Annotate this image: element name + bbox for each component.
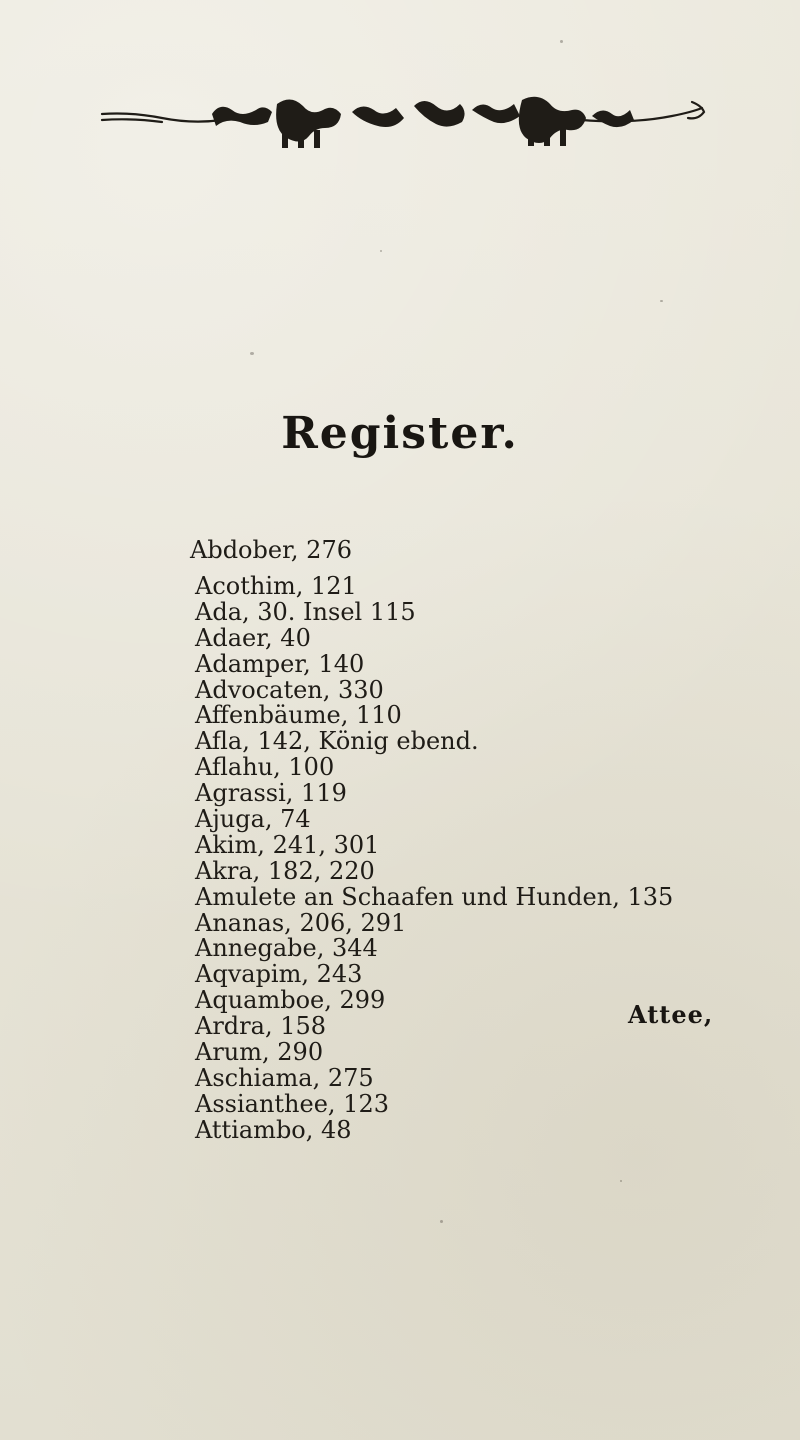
register-entry-text: Ajuga, 74 — [195, 805, 311, 834]
register-entry — [195, 936, 715, 962]
register-entry — [195, 962, 715, 988]
register-entry — [195, 1063, 715, 1092]
catchword: Attee, — [628, 1000, 714, 1029]
register-entry — [195, 1089, 715, 1118]
register-entry-text: Acothim, 121 — [195, 572, 357, 600]
register-entry — [195, 675, 715, 704]
register-entry — [195, 908, 715, 937]
register-entry — [195, 755, 715, 781]
register-entry — [195, 703, 715, 729]
register-entry-text: Agrassi, 119 — [195, 779, 347, 808]
paper-speck — [560, 40, 563, 43]
register-entry-text: Ananas, 206, 291 — [195, 908, 407, 937]
register-entry — [195, 1040, 715, 1066]
paper-speck — [380, 250, 382, 252]
register-entry-text: Aschiama, 275 — [195, 1063, 374, 1092]
register-entry-text: Assianthee, 123 — [195, 1089, 389, 1118]
register-entry — [195, 597, 715, 626]
paper-speck — [660, 300, 663, 302]
register-entry-text: Afla, 142, König ebend. — [195, 727, 479, 756]
register-entry-text: Akim, 241, 301 — [195, 830, 380, 859]
register-entry — [195, 729, 715, 755]
paper-speck — [620, 1180, 622, 1182]
register-entry-list — [190, 536, 715, 1144]
register-entry — [195, 781, 715, 807]
register-entry — [195, 807, 715, 833]
register-entry-text: Abdober, 276 — [190, 536, 352, 564]
register-entry-text: Akra, 182, 220 — [195, 856, 375, 885]
register-entry-text: Ardra, 158 — [195, 1012, 327, 1041]
register-entry-text: Arum, 290 — [195, 1038, 324, 1067]
page-title: Register. — [281, 408, 519, 459]
register-entry — [195, 1115, 715, 1144]
register-entry-text: Aquamboe, 299 — [195, 986, 386, 1015]
paper-speck — [250, 352, 254, 355]
register-entry-text: Attiambo, 48 — [195, 1115, 352, 1144]
register-entry — [195, 830, 715, 859]
register-entry-text: Affenbäume, 110 — [195, 701, 402, 730]
register-entry — [195, 856, 715, 885]
register-entry — [195, 623, 715, 652]
paper-speck — [440, 1220, 443, 1223]
register-entry — [195, 882, 715, 911]
register-entry-text: Annegabe, 344 — [195, 934, 378, 963]
register-entry-text: Advocaten, 330 — [195, 675, 384, 704]
decorative-header-ornament — [92, 92, 712, 162]
register-entry-text: Adaer, 40 — [195, 623, 311, 652]
register-entry-text: Adamper, 140 — [195, 649, 365, 678]
register-entry-text: Aqvapim, 243 — [195, 960, 363, 989]
register-entry — [195, 649, 715, 678]
register-entry-text: Aflahu, 100 — [195, 753, 335, 782]
register-entry-text: Amulete an Schaafen und Hunden, 135 — [195, 882, 674, 911]
register-entry-text: Ada, 30. Insel 115 — [195, 597, 416, 626]
register-entry — [195, 574, 715, 600]
register-entry — [190, 526, 715, 574]
